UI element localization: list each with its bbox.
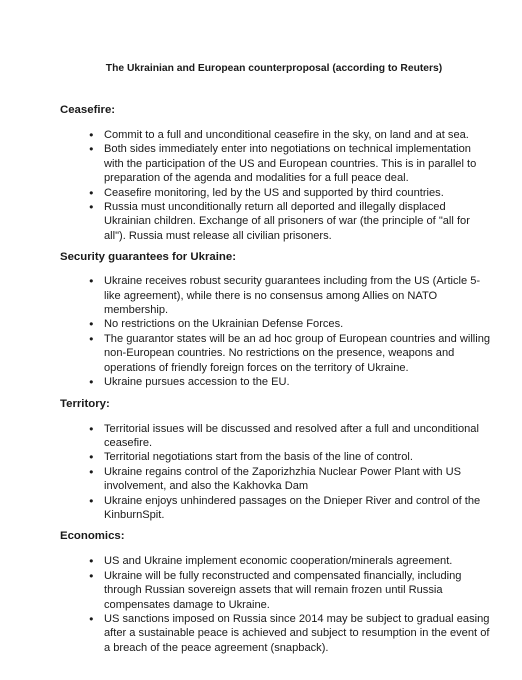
section-heading: Ceasefire: <box>60 104 116 116</box>
bullet-item: ● Commit to a full and unconditional ceasefire in the sky, on land and at sea. <box>90 128 492 142</box>
bullet-item: ● Russia must unconditionally return all deported and illegally displaced Ukrainian children. Exchange of all prisoners of war (the principle of "all for all"). Russia must release all civilian prisoners. <box>90 200 492 243</box>
section-ceasefire <box>60 102 492 243</box>
bullet-list <box>60 128 492 243</box>
section-economics <box>60 528 492 655</box>
bullet-item: ● US sanctions imposed on Russia since 2014 may be subject to gradual easing after a sustainable peace is achieved and subject to resumption in the event of a breach of the peace agreement (snapback). <box>90 612 492 655</box>
bullet-item: ● Both sides immediately enter into negotiations on technical implementation with the participation of the US and European countries. This is in parallel to preparation of the agenda and modalities for a full peace deal. <box>90 142 492 185</box>
bullet-item: ● Ukraine enjoys unhindered passages on the Dnieper River and control of the KinburnSpit. <box>90 494 492 523</box>
bullet-item: ● Territorial issues will be discussed and resolved after a full and unconditional ceasefire. <box>90 422 492 451</box>
bullet-item: ● The guarantor states will be an ad hoc group of European countries and willing non-European countries. No restrictions on the presence, weapons and operations of friendly foreign forces on the territory of Ukraine. <box>90 332 492 375</box>
section-heading: Economics: <box>60 530 125 543</box>
bullet-item: ● Ukraine pursues accession to the EU. <box>90 375 492 389</box>
bullet-item: ● Ukraine regains control of the Zaporizhzhia Nuclear Power Plant with US involvement, and also the Kakhovka Dam <box>90 465 492 494</box>
section-territory <box>60 396 492 523</box>
bullet-item: ● No restrictions on the Ukrainian Defense Forces. <box>90 317 492 331</box>
bullet-item: ● Ukraine receives robust security guarantees including from the US (Article 5-like agreement), while there is no consensus among Allies on NATO membership. <box>90 274 492 317</box>
section-heading: Territory: <box>60 397 110 410</box>
section-heading: Security guarantees for Ukraine: <box>60 251 236 264</box>
bullet-item: ● Ukraine will be fully reconstructed and compensated financially, including through Russian sovereign assets that will remain frozen until Russia compensates damage to Ukraine. <box>90 569 492 612</box>
bullet-item: ● US and Ukraine implement economic cooperation/minerals agreement. <box>90 554 492 568</box>
bullet-list <box>60 422 492 523</box>
bullet-item: ● Territorial negotiations start from the basis of the line of control. <box>90 450 492 464</box>
section-security-guarantees <box>60 249 492 389</box>
bullet-list <box>60 274 492 389</box>
bullet-list <box>60 554 492 655</box>
bullet-item: ● Ceasefire monitoring, led by the US and supported by third countries. <box>90 186 492 200</box>
document-title: The Ukrainian and European counterproposal (according to Reuters) <box>105 63 443 74</box>
